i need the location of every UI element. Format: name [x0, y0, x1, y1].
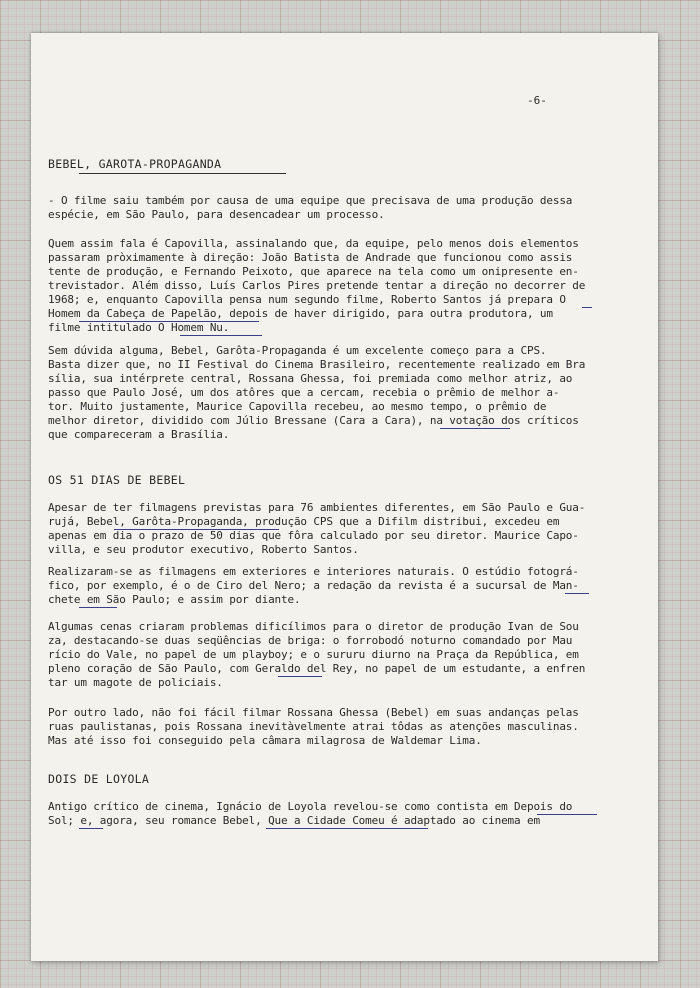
- text-line: za, destacando-se duas seqüências de briga: o forrobodó noturno comandado por Mau: [48, 634, 573, 647]
- text-line: rujá, Bebel, Garôta-Propaganda, produção CPS que a Difilm distribui, excedeu em: [48, 515, 560, 528]
- text-line: filme intitulado O Homem Nu.: [48, 321, 230, 334]
- text-line: Basta dizer que, no II Festival do Cinema Brasileiro, recentemente realizado em Bra: [48, 358, 586, 371]
- text-line: Mas até isso foi conseguido pela câmara milagrosa de Waldemar Lima.: [48, 734, 482, 747]
- text-line: villa, e seu produtor executivo, Roberto Santos.: [48, 543, 359, 556]
- title-underline: [114, 529, 279, 530]
- title-underline: [440, 428, 510, 429]
- section-heading: DOIS DE LOYOLA: [48, 772, 150, 786]
- text-line: Por outro lado, não foi fácil filmar Rossana Ghessa (Bebel) em suas andanças pelas: [48, 706, 579, 719]
- text-line: ruas paulistanas, pois Rossana inevitàvelmente atrai tôdas as atenções masculinas.: [48, 720, 579, 733]
- title-underline: [565, 593, 589, 594]
- text-line: passaram pròximamente à direção: João Batista de Andrade que funcionou como assis: [48, 251, 573, 264]
- text-line: - O filme saiu também por causa de uma equipe que precisava de uma produção dessa: [48, 194, 573, 207]
- text-line: que compareceram a Brasília.: [48, 428, 230, 441]
- text-line: Homem da Cabeça de Papelão, depois de haver dirigido, para outra produtora, um: [48, 307, 553, 320]
- text-line: Antigo crítico de cinema, Ignácio de Loyola revelou-se como contista em Depois do: [48, 800, 573, 813]
- heading-underline: [79, 173, 286, 174]
- section-heading: OS 51 DIAS DE BEBEL: [48, 473, 186, 487]
- text-line: tente de produção, e Fernando Peixoto, que aparece na tela como um onipresente en-: [48, 265, 579, 278]
- text-line: trevistador. Além disso, Luís Carlos Pires pretende tentar a direção no decorrer de: [48, 279, 586, 292]
- text-line: Sem dúvida alguma, Bebel, Garôta-Propaganda é um excelente começo para a CPS.: [48, 344, 547, 357]
- title-underline: [79, 607, 117, 608]
- text-line: melhor diretor, dividido com Júlio Bressane (Cara a Cara), na votação dos críticos: [48, 414, 579, 427]
- text-line: fico, por exemplo, é o de Ciro del Nero; a redação da revista é a sucursal de Man-: [48, 579, 579, 592]
- title-underline: [79, 828, 103, 829]
- title-underline: [266, 828, 428, 829]
- text-line: tor. Muito justamente, Maurice Capovilla recebeu, ao mesmo tempo, o prêmio de: [48, 400, 547, 413]
- text-line: sília, sua intérprete central, Rossana Ghessa, foi premiada como melhor atriz, ao: [48, 372, 573, 385]
- text-line: tar um magote de policiais.: [48, 676, 223, 689]
- text-line: Quem assim fala é Capovilla, assinalando que, da equipe, pelo menos dois elementos: [48, 237, 579, 250]
- text-line: 1968; e, enquanto Capovilla pensa num segundo filme, Roberto Santos já prepara O: [48, 293, 566, 306]
- text-line: rício do Vale, no papel de um playboy; e o sururu diurno na Praça da República, em: [48, 648, 579, 661]
- text-line: Sol; e, agora, seu romance Bebel, Que a Cidade Comeu é adaptado ao cinema em: [48, 814, 540, 827]
- page-number: -6-: [527, 94, 547, 107]
- title-underline: [582, 307, 592, 308]
- title-underline: [180, 335, 262, 336]
- text-line: Realizaram-se as filmagens em exteriores e interiores naturais. O estúdio fotográ-: [48, 565, 579, 578]
- text-line: chete em São Paulo; e assim por diante.: [48, 593, 301, 606]
- text-line: Algumas cenas criaram problemas dificílimos para o diretor de produção Ivan de Sou: [48, 620, 579, 633]
- text-line: pleno coração de São Paulo, com Geraldo del Rey, no papel de um estudante, a enfren: [48, 662, 586, 675]
- text-line: passo que Paulo José, um dos atôres que a cercam, recebia o prêmio de melhor a-: [48, 386, 560, 399]
- text-line: espécie, em São Paulo, para desencadear um processo.: [48, 208, 385, 221]
- text-line: apenas em dia o prazo de 50 dias que fôra calculado por seu diretor. Maurice Capo-: [48, 529, 579, 542]
- title-underline: [79, 321, 259, 322]
- title-underline: [537, 814, 597, 815]
- title-underline: [278, 676, 322, 677]
- section-heading: BEBEL, GAROTA-PROPAGANDA: [48, 157, 222, 171]
- text-line: Apesar de ter filmagens previstas para 76 ambientes diferentes, em São Paulo e Gua-: [48, 501, 586, 514]
